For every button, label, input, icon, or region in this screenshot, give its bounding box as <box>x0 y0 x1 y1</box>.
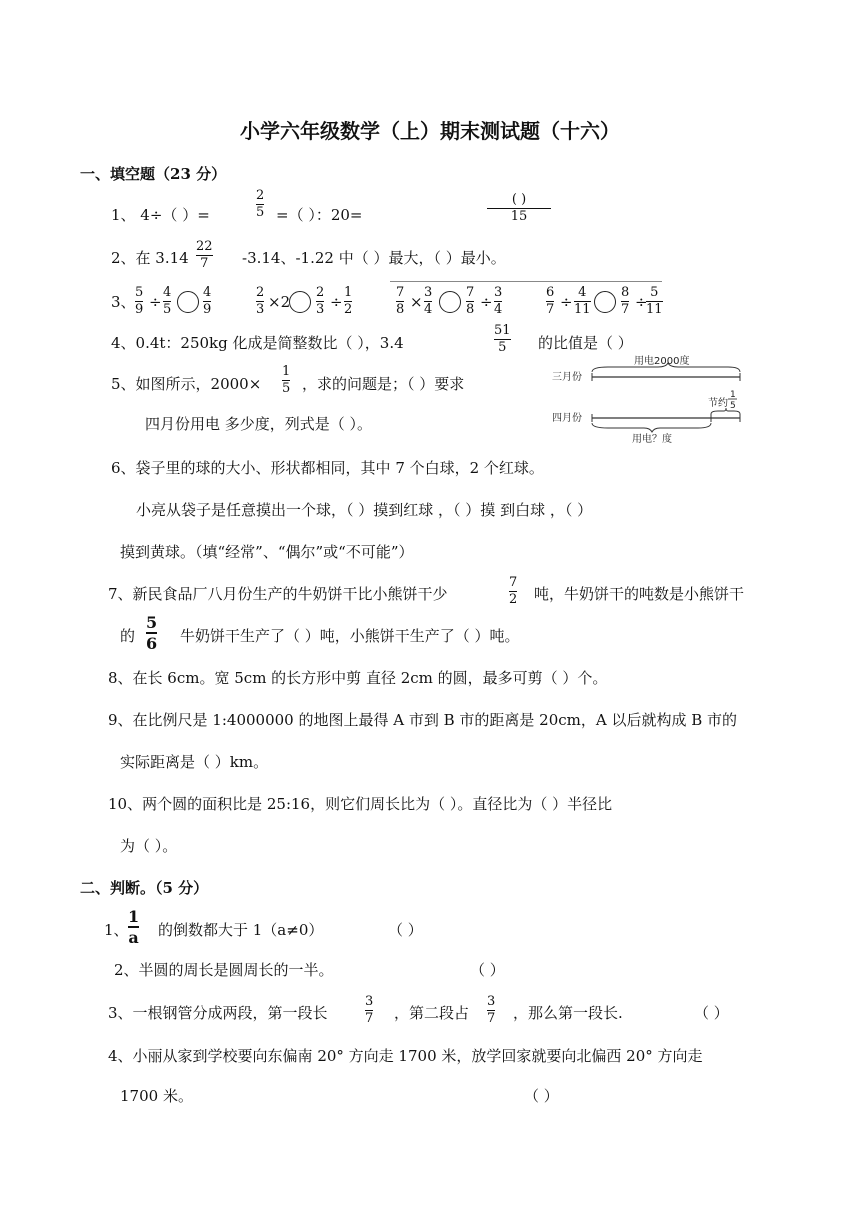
q1-text: 1、 4÷（ ）= <box>111 206 210 224</box>
q3-item2-op: ×2 <box>268 293 291 311</box>
j1-text-2: 的倒数都大于 1（a≠0） <box>158 921 324 939</box>
j2-text: 2、半圆的周长是圆周长的一半。 <box>114 961 334 979</box>
q7-text-4: 牛奶饼干生产了（ ）吨，小熊饼干生产了（ ）吨。 <box>180 627 520 645</box>
q7-text-2: 吨，牛奶饼干的吨数是小熊饼干 <box>534 585 745 603</box>
q5-text-3: 四月份用电 多少度，列式是（ ）。 <box>145 415 373 433</box>
q3-item2-frac-a: 2 3 <box>256 285 265 317</box>
diagram-save-num: 1 <box>730 390 736 400</box>
q7-fraction-7-2: 7 2 <box>509 575 518 607</box>
q4-fraction-51-5: 51 5 <box>494 323 511 355</box>
q2-text: 2、在 3.14 <box>111 249 189 267</box>
q8-text: 8、在长 6cm。宽 5cm 的长方形中剪 直径 2cm 的圆，最多可剪（ ）个。 <box>108 669 608 687</box>
q3-item1-frac-a: 5 9 <box>135 285 144 317</box>
q3-item3-frac-b: 3 4 <box>424 285 433 317</box>
q10-text-2: 为（ ）。 <box>120 837 178 855</box>
section-heading-judgement: 二、判断。（5 分） <box>80 879 209 897</box>
q1-text-2: =（ ）：20= <box>276 206 363 224</box>
diagram-label-march: 三月份 <box>552 372 582 383</box>
q5-text-2: ，求的问题是；（ ）要求 <box>302 375 465 393</box>
q3-item1-op: ÷ <box>149 293 162 311</box>
q3-label: 3、 <box>111 293 136 311</box>
j3-answer-paren[interactable]: （ ） <box>694 1004 729 1022</box>
j1-fraction-1-a: 1 a <box>128 907 140 947</box>
q6-text-2: 小亮从袋子是任意摸出一个球，（ ）摸到红球 ，（ ）摸 到白球 ，（ ） <box>136 501 593 519</box>
q3-item4-frac-c: 8 7 <box>621 285 630 317</box>
q9-text: 9、在比例尺是 1:4000000 的地图上最得 A 市到 B 市的距离是 20cm，A 以后就构成 B 市的 <box>108 711 738 729</box>
page-title: 小学六年级数学（上）期末测试题（十六） <box>240 119 620 143</box>
q3-item1-frac-b: 4 5 <box>163 285 172 317</box>
q7-fraction-5-6: 5 6 <box>146 613 158 653</box>
q7-text-3: 的 <box>120 627 136 645</box>
q3-item2-compare-circle[interactable] <box>289 291 311 313</box>
q3-item1-frac-c: 4 9 <box>203 285 212 317</box>
q3-item3-op2: ÷ <box>480 293 493 311</box>
q3-top-rule <box>390 281 662 282</box>
q1-fraction-2-5: 2 5 <box>256 188 265 220</box>
j3-fraction-a: 3 7 <box>365 994 374 1026</box>
q3-item2-frac-d: 1 2 <box>344 285 353 317</box>
j1-answer-paren[interactable]: （ ） <box>388 921 423 939</box>
q3-item3-frac-c: 7 8 <box>466 285 475 317</box>
diagram-label-april: 四月份 <box>552 413 582 424</box>
q3-item4-frac-a: 6 7 <box>546 285 555 317</box>
diagram-label-total: 用电2000度 <box>634 356 690 367</box>
q1-fraction-blank-15: ( ) 15 <box>487 193 551 224</box>
q3-item4-compare-circle[interactable] <box>594 291 616 313</box>
q2-text-2: -3.14、-1.22 中（ ）最大，（ ）最小。 <box>242 249 506 267</box>
q3-item3-compare-circle[interactable] <box>439 291 461 313</box>
q3-item4-op2: ÷ <box>635 293 648 311</box>
diagram-label-unknown: 用电？度 <box>632 434 672 445</box>
q4-text-2: 的比值是（ ） <box>538 334 633 352</box>
q3-item2-op2: ÷ <box>330 293 343 311</box>
diagram-label-save: 节约 <box>708 398 728 409</box>
j3-fraction-b: 3 7 <box>487 994 496 1026</box>
j2-answer-paren[interactable]: （ ） <box>470 961 505 979</box>
q9-text-2: 实际距离是（ ）km。 <box>120 753 269 771</box>
q2-fraction-22-7: 22 7 <box>196 239 213 271</box>
j4-text: 4、小丽从家到学校要向东偏南 20° 方向走 1700 米，放学回家就要向北偏西 20° 方向走 <box>108 1047 703 1065</box>
q7-text: 7、新民食品厂八月份生产的牛奶饼干比小熊饼干少 <box>108 585 448 603</box>
q3-item4-op: ÷ <box>560 293 573 311</box>
j4-text-2: 1700 米。 <box>120 1087 193 1105</box>
q3-item4-frac-b: 4 11 <box>574 285 591 317</box>
j4-answer-paren[interactable]: （ ） <box>524 1087 559 1105</box>
q5-fraction-1-5: 1 5 <box>282 364 291 396</box>
q6-text-3: 摸到黄球。（填“经常”、“偶尔”或“不可能”） <box>120 543 414 561</box>
q3-item3-op: × <box>410 293 423 311</box>
q10-text: 10、两个圆的面积比是 25:16，则它们周长比为（ ）。直径比为（ ）半径比 <box>108 795 613 813</box>
q5-line-diagram <box>548 350 748 446</box>
q6-text: 6、袋子里的球的大小、形状都相同，其中 7 个白球，2 个红球。 <box>111 459 544 477</box>
j3-text: 3、一根钢管分成两段，第一段长 <box>108 1004 328 1022</box>
q4-text: 4、0.4t：250kg 化成是简整数比（ ），3.4 <box>111 334 404 352</box>
q3-item1-compare-circle[interactable] <box>177 291 199 313</box>
diagram-bottom-brace <box>592 423 711 432</box>
j1-text: 1、 <box>104 921 129 939</box>
diagram-save-den: 5 <box>730 401 736 411</box>
q5-text: 5、如图所示，2000× <box>111 375 262 393</box>
q3-item3-frac-d: 3 4 <box>494 285 503 317</box>
j3-text-2: ，第二段占 <box>394 1004 470 1022</box>
q3-item4-frac-d: 5 11 <box>646 285 663 317</box>
q3-item3-frac-a: 7 8 <box>396 285 405 317</box>
j3-text-3: ，那么第一段长. <box>513 1004 623 1022</box>
q3-item2-frac-c: 2 3 <box>316 285 325 317</box>
section-heading-fill-blank: 一、填空题（23 分） <box>80 165 227 183</box>
